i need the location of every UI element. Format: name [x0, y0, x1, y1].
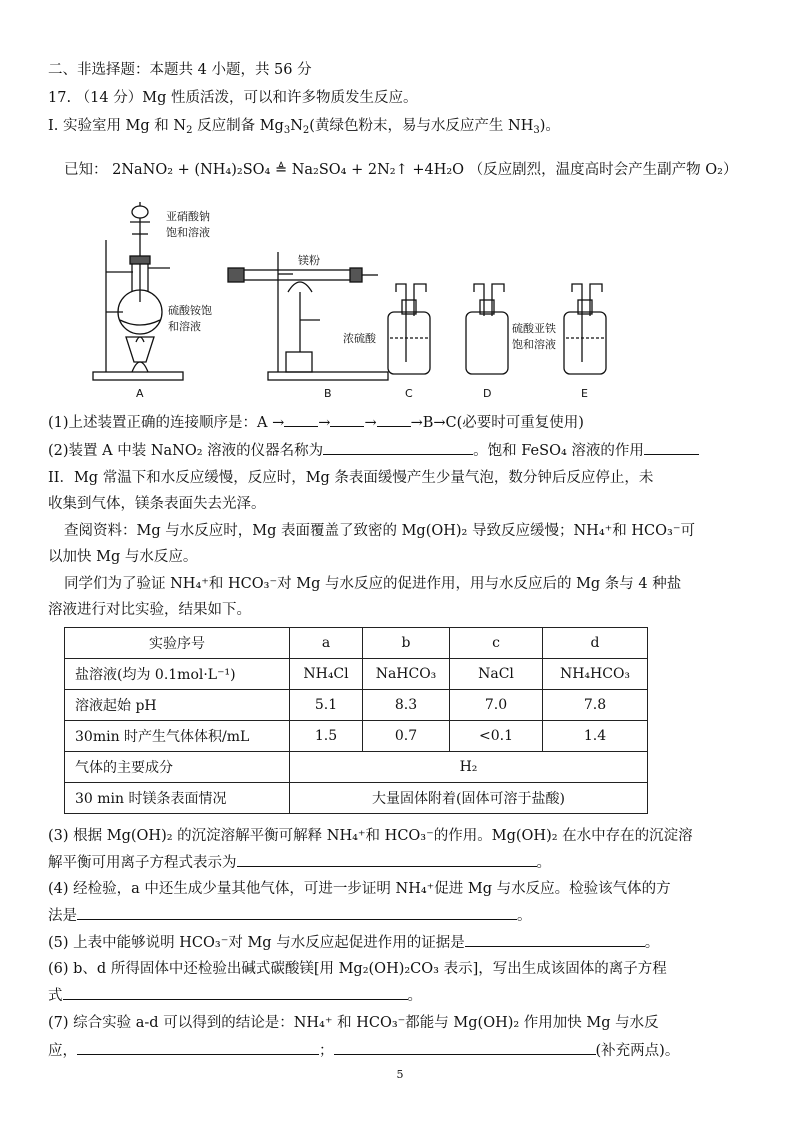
- part-1-text-e: )。: [539, 118, 560, 134]
- table-cell: NH₄Cl: [290, 659, 363, 690]
- apparatus-diagram: [88, 192, 648, 402]
- apparatus-c: [388, 284, 430, 374]
- part-1-text-d: (黄绿色粉末，易与水反应产生 NH: [309, 118, 534, 134]
- sub-question-2: [48, 440, 699, 461]
- question-intro: Mg 性质活泼，可以和许多物质发生反应。: [142, 90, 418, 106]
- sub-q6-text: 式: [48, 988, 63, 1004]
- answer-blank-2a[interactable]: [323, 440, 473, 455]
- table-header-cell: c: [450, 628, 543, 659]
- table-cell: <0.1: [450, 721, 543, 752]
- known-equation: [64, 160, 737, 180]
- table-row: [65, 690, 648, 721]
- sub-q1-tail: →B→C(必要时可重复使用): [410, 415, 584, 431]
- answer-blank-3[interactable]: [237, 852, 537, 867]
- table-row: [65, 721, 648, 752]
- table-cell: NH₄HCO₃: [543, 659, 648, 690]
- answer-blank-1b[interactable]: [330, 412, 364, 427]
- sub-q4-text: 法是: [48, 908, 77, 924]
- table-header-cell: a: [290, 628, 363, 659]
- table-cell: NaHCO₃: [363, 659, 450, 690]
- label-feso4-2: 饱和溶液: [512, 338, 556, 351]
- sub-question-6-line-1: (6) b、d 所得固体中还检验出碱式碳酸镁[用 Mg₂(OH)₂CO₃ 表示]，写出生成该固体的离子方程: [48, 961, 667, 977]
- question-17-intro: [48, 88, 417, 108]
- reference-line-2: 以加快 Mg 与水反应。: [48, 549, 198, 565]
- label-conc-h2so4: 浓硫酸: [343, 332, 376, 345]
- period: 。: [536, 855, 551, 871]
- sub-question-7-line-1: (7) 综合实验 a-d 可以得到的结论是：NH₄⁺ 和 HCO₃⁻都能与 Mg(OH)₂ 作用加快 Mg 与水反: [48, 1015, 659, 1031]
- table-cell: H₂: [290, 752, 648, 783]
- row-label: 30min 时产生气体体积/mL: [65, 721, 290, 752]
- row-label: 溶液起始 pH: [65, 690, 290, 721]
- row-label: 气体的主要成分: [65, 752, 290, 783]
- table-header-cell: b: [363, 628, 450, 659]
- sub-q5-text: (5) 上表中能够说明 HCO₃⁻对 Mg 与水反应起促进作用的证据是: [48, 935, 465, 951]
- question-number: 17.: [48, 90, 72, 106]
- part-1-label: I.: [48, 118, 59, 134]
- arrow-1: →: [318, 415, 331, 431]
- answer-blank-6[interactable]: [63, 985, 408, 1000]
- arrow-2: →: [364, 415, 377, 431]
- label-mg-powder: 镁粉: [298, 254, 320, 267]
- label-b: B: [324, 387, 332, 400]
- sub-question-3-line-1: (3) 根据 Mg(OH)₂ 的沉淀溶解平衡可解释 NH₄⁺和 HCO₃⁻的作用。Mg(OH)₂ 在水中存在的沉淀溶: [48, 828, 693, 844]
- answer-blank-7a[interactable]: [77, 1040, 319, 1055]
- apparatus-d: [466, 284, 508, 374]
- answer-blank-4[interactable]: [77, 905, 517, 920]
- table-row: [65, 628, 648, 659]
- label-flask-2: 和溶液: [168, 320, 201, 333]
- sub-question-5: [48, 932, 659, 953]
- experiment-line-1: 同学们为了验证 NH₄⁺和 HCO₃⁻对 Mg 与水反应的促进作用，用与水反应后的 Mg 条与 4 种盐: [64, 576, 682, 592]
- table-header-cell: 实验序号: [65, 628, 290, 659]
- label-c: C: [405, 387, 413, 400]
- table-cell: 1.5: [290, 721, 363, 752]
- table-cell: 0.7: [363, 721, 450, 752]
- period: 。: [517, 908, 532, 924]
- sub-q7-tail: (补充两点)。: [595, 1043, 680, 1059]
- part-1-text-a: 实验室用 Mg 和 N: [62, 118, 187, 134]
- sub-q1-text: (1)上述装置正确的连接顺序是：A →: [48, 415, 285, 431]
- part-2-line-2: 收集到气体，镁条表面失去光泽。: [48, 496, 266, 512]
- label-e: E: [581, 387, 588, 400]
- table-row: [65, 783, 648, 814]
- label-a: A: [136, 387, 144, 400]
- sub-q7-text: 应，: [48, 1043, 77, 1059]
- section-header: 二、非选择题：本题共 4 小题，共 56 分: [48, 62, 312, 78]
- table-header-cell: d: [543, 628, 648, 659]
- sub-question-3-line-2: [48, 852, 551, 873]
- part-2-line-1: II．Mg 常温下和水反应缓慢，反应时，Mg 条表面缓慢产生少量气泡，数分钟后反应停止，未: [48, 470, 654, 486]
- experiment-line-2: 溶液进行对比实验，结果如下。: [48, 602, 251, 618]
- row-label: 30 min 时镁条表面情况: [65, 783, 290, 814]
- table-cell: 5.1: [290, 690, 363, 721]
- answer-blank-7b[interactable]: [334, 1040, 596, 1055]
- answer-blank-1c[interactable]: [377, 412, 411, 427]
- apparatus-e: [564, 284, 606, 374]
- table-cell: NaCl: [450, 659, 543, 690]
- label-d: D: [483, 387, 492, 400]
- part-1-statement: I. 实验室用 Mg 和 $N_2$ 反应制备 $Mg_3N_2$(黄绿色粉末，易与水反应产生 $NH_3$)。: [48, 118, 560, 136]
- table-cell: 1.4: [543, 721, 648, 752]
- sub-question-6-line-2: [48, 985, 422, 1006]
- equation-heat-sign: ≜: [274, 162, 288, 178]
- equation-left: 2NaNO₂ + (NH₄)₂SO₄: [112, 162, 271, 178]
- sub-q2-text-b: 。饱和 FeSO₄ 溶液的作用: [473, 443, 644, 459]
- label-funnel-1: 亚硝酸钠: [166, 210, 210, 223]
- row-label: 盐溶液(均为 0.1mol·L⁻¹): [65, 659, 290, 690]
- part-1-text-c: N: [290, 118, 303, 134]
- apparatus-b: [228, 252, 388, 380]
- sub-question-4-line-2: [48, 905, 532, 926]
- table-cell: 大量固体附着(固体可溶于盐酸): [290, 783, 648, 814]
- answer-blank-5[interactable]: [465, 932, 645, 947]
- label-feso4-1: 硫酸亚铁: [512, 322, 556, 335]
- reference-line-1: 查阅资料：Mg 与水反应时，Mg 表面覆盖了致密的 Mg(OH)₂ 导致反应缓慢；NH₄⁺和 HCO₃⁻可: [64, 523, 695, 539]
- sub-q2-text-a: (2)装置 A 中装 NaNO₂ 溶液的仪器名称为: [48, 443, 324, 459]
- table-cell: 8.3: [363, 690, 450, 721]
- label-funnel-2: 饱和溶液: [166, 226, 210, 239]
- equation-right: Na₂SO₄ + 2N₂↑ +4H₂O: [291, 162, 465, 178]
- answer-blank-2b[interactable]: [644, 440, 699, 455]
- period: 。: [407, 988, 422, 1004]
- sub-question-1: [48, 412, 584, 433]
- table-cell: 7.8: [543, 690, 648, 721]
- sub-question-4-line-1: (4) 经检验，a 中还生成少量其他气体，可进一步证明 NH₄⁺促进 Mg 与水反应。检验该气体的方: [48, 881, 671, 897]
- label-flask-1: 硫酸铵饱: [168, 304, 212, 317]
- experiment-table: [64, 627, 648, 814]
- table-cell: 7.0: [450, 690, 543, 721]
- part-1-text-b: 反应制备 Mg: [192, 118, 284, 134]
- page-number: 5: [396, 1068, 404, 1081]
- period: 。: [644, 935, 660, 951]
- table-row: [65, 752, 648, 783]
- question-score: （14 分）: [75, 90, 143, 106]
- known-prefix: 已知：: [64, 162, 108, 178]
- separator: ；: [319, 1043, 334, 1059]
- table-row: [65, 659, 648, 690]
- sub-q3-text: 解平衡可用离子方程式表示为: [48, 855, 237, 871]
- known-note: （反应剧烈，温度高时会产生副产物 O₂）: [468, 162, 738, 178]
- answer-blank-1a[interactable]: [284, 412, 318, 427]
- sub-question-7-line-2: [48, 1040, 679, 1061]
